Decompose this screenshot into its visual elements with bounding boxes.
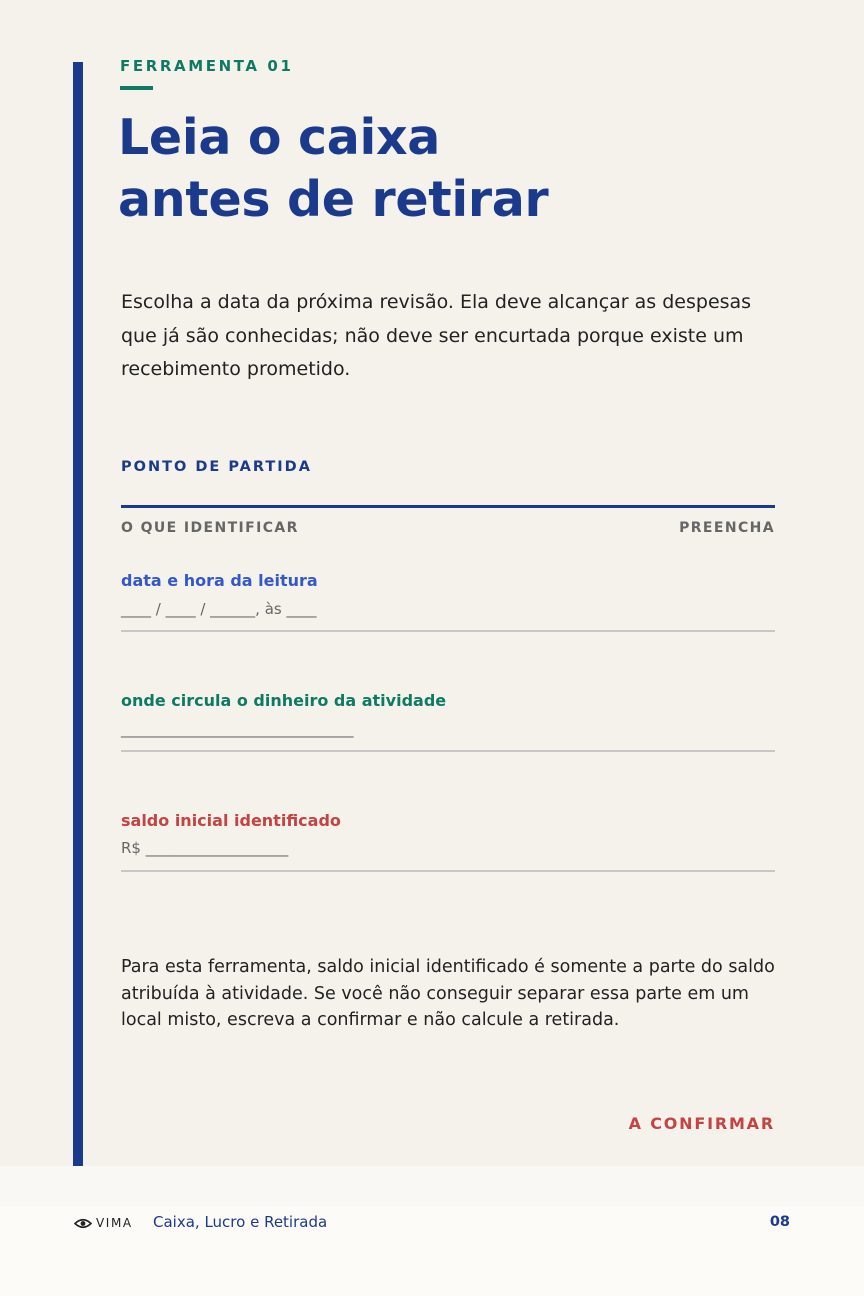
brand-logo [74,1216,133,1230]
page-number: 08 [769,1214,790,1230]
title-line-1: Leia o caixa [118,109,441,166]
status-badge: A CONFIRMAR [628,1114,775,1133]
field-label-reading-date: data e hora da leitura [121,571,318,590]
footer-document-title: Caixa, Lucro e Retirada [153,1213,328,1231]
field-divider [121,870,775,872]
page-footer [0,1166,864,1296]
field-divider [121,630,775,632]
field-blank-reading-date[interactable]: ____ / ____ / ______, às ____ [121,600,317,618]
field-label-money-location: onde circula o dinheiro da atividade [121,691,447,710]
field-blank-money-location[interactable]: _______________________________ [121,720,354,738]
intro-paragraph: Escolha a data da próxima revisão. Ela deve alcançar as despesas que já são conhecidas; não deve ser encurtada porque existe um recebimento prometido. [121,291,752,380]
brand-name: VIMA [96,1216,133,1230]
eye-icon [74,1218,92,1229]
page-title [118,107,548,231]
eyebrow-underline [120,86,153,90]
field-blank-initial-balance[interactable]: R$ ___________________ [121,839,289,857]
note-paragraph: Para esta ferramenta, saldo inicial identificado é somente a parte do saldo atribuída à atividade. Se você não conseguir separar essa parte em um local misto, escreva a confirmar e não calcule a retirada. [121,957,775,1030]
tool-eyebrow: FERRAMENTA 01 [120,57,294,75]
field-divider [121,750,775,752]
table-top-rule [121,505,775,508]
field-label-initial-balance: saldo inicial identificado [121,811,341,830]
column-header-identify: O QUE IDENTIFICAR [121,520,299,536]
accent-side-bar [73,62,83,1166]
column-header-fill: PREENCHA [679,520,775,536]
title-line-2: antes de retirar [118,171,549,228]
section-label: PONTO DE PARTIDA [121,459,312,475]
